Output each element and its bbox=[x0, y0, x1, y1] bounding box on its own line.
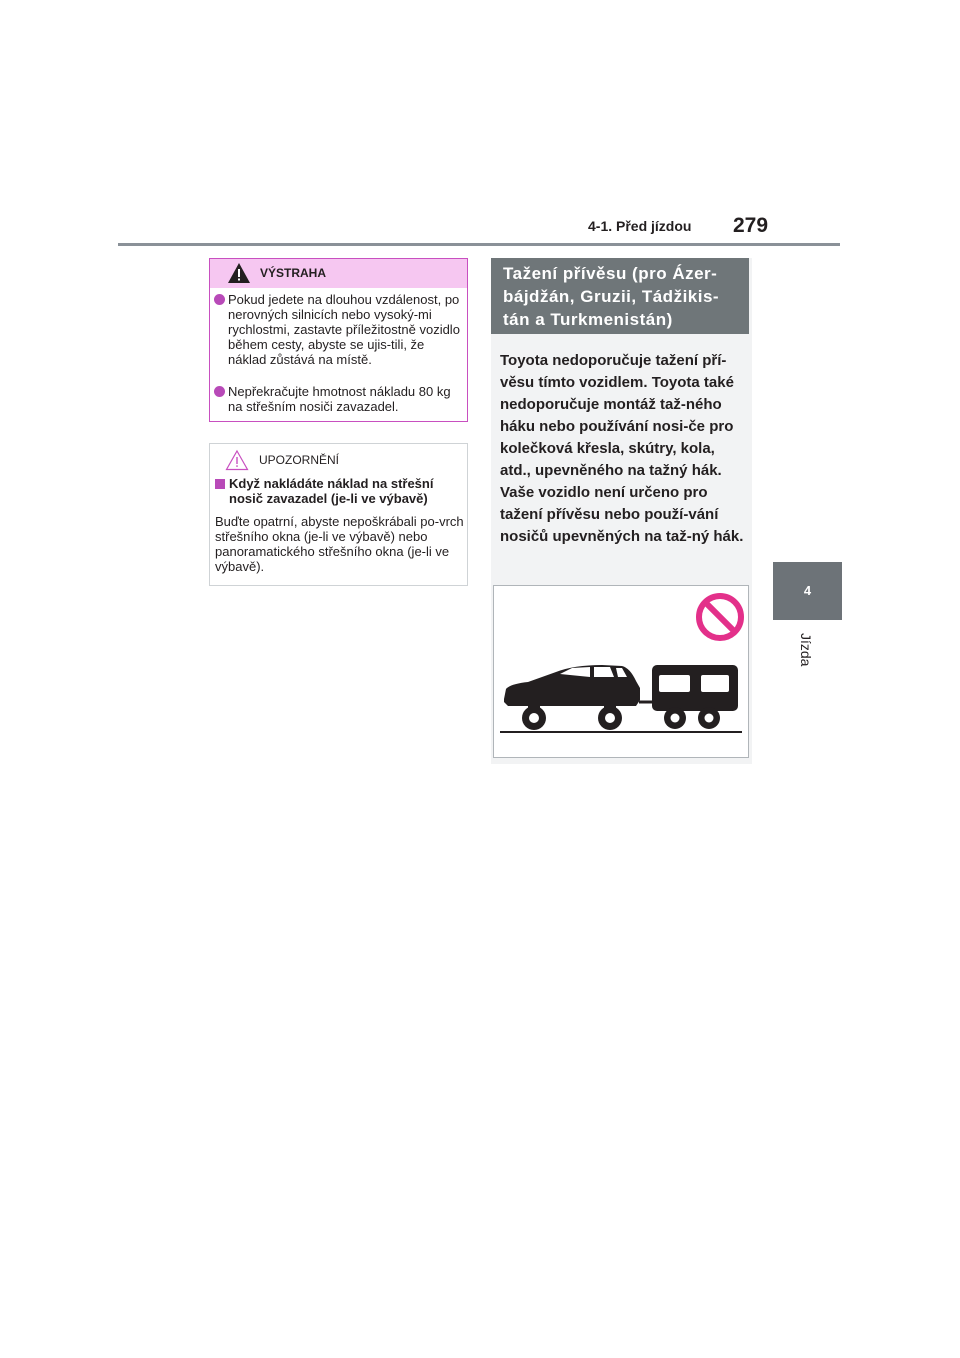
car-icon bbox=[504, 665, 640, 730]
warning-item-text: Nepřekračujte hmotnost nákladu 80 kg na střešním nosiči zavazadel. bbox=[228, 384, 451, 414]
towing-body: Toyota nedoporučuje tažení pří-věsu tímto vozidlem. Toyota také nedoporučuje montáž taž-ného háku nebo používání nosi-če pro kolečková křesla, skútry, kola, atd., upevněného na tažný hák. Vaše vozidlo není určeno pro tažení přívěsu nebo použí-vání nosičů upevněných na taž-ný hák. bbox=[500, 352, 744, 545]
bullet-icon bbox=[214, 386, 225, 397]
page-number: 279 bbox=[733, 214, 769, 237]
section-title: 4-1. Před jízdou bbox=[588, 218, 692, 234]
warning-item-text: Pokud jedete na dlouhou vzdálenost, po nerovných silnicích nebo vysoký-mi rychlostmi, zastavte příležitostně vozidlo během cesty, abyste se ujis-tili, že náklad zůstává na místě. bbox=[228, 292, 460, 367]
caution-title: UPOZORNĚNÍ bbox=[259, 453, 340, 467]
warning-item bbox=[214, 292, 464, 367]
trailer-icon bbox=[652, 665, 738, 729]
towing-header bbox=[491, 258, 749, 334]
chapter-tab bbox=[773, 562, 842, 620]
caution-subheading: Když nakládáte náklad na střešní nosič zavazadel (je-li ve výbavě) bbox=[229, 476, 434, 506]
caution-box bbox=[209, 443, 468, 586]
header-divider bbox=[118, 243, 840, 246]
warning-title: VÝSTRAHA bbox=[260, 266, 327, 280]
towing-panel bbox=[491, 258, 752, 764]
square-bullet-icon bbox=[215, 479, 225, 489]
chapter-label: Jízda bbox=[798, 633, 814, 667]
prohibition-icon bbox=[699, 596, 741, 638]
bullet-icon bbox=[214, 294, 225, 305]
car-trailer-illustration bbox=[494, 586, 748, 757]
caution-triangle-icon bbox=[225, 449, 249, 471]
towing-heading: Tažení přívěsu (pro Ázer-bájdžán, Gruzii, Tádžikis-tán a Turkmenistán) bbox=[503, 264, 720, 329]
warning-triangle-icon bbox=[227, 262, 251, 284]
warning-header bbox=[210, 259, 467, 288]
warning-item bbox=[214, 384, 464, 414]
warning-box bbox=[209, 258, 468, 422]
caution-body: Buďte opatrní, abyste nepoškrábali po-vrch střešního okna (je-li ve výbavě) nebo panoramatického střešního okna (je-li ve výbavě). bbox=[215, 514, 464, 574]
chapter-number: 4 bbox=[803, 583, 812, 598]
towing-illustration bbox=[493, 585, 749, 758]
